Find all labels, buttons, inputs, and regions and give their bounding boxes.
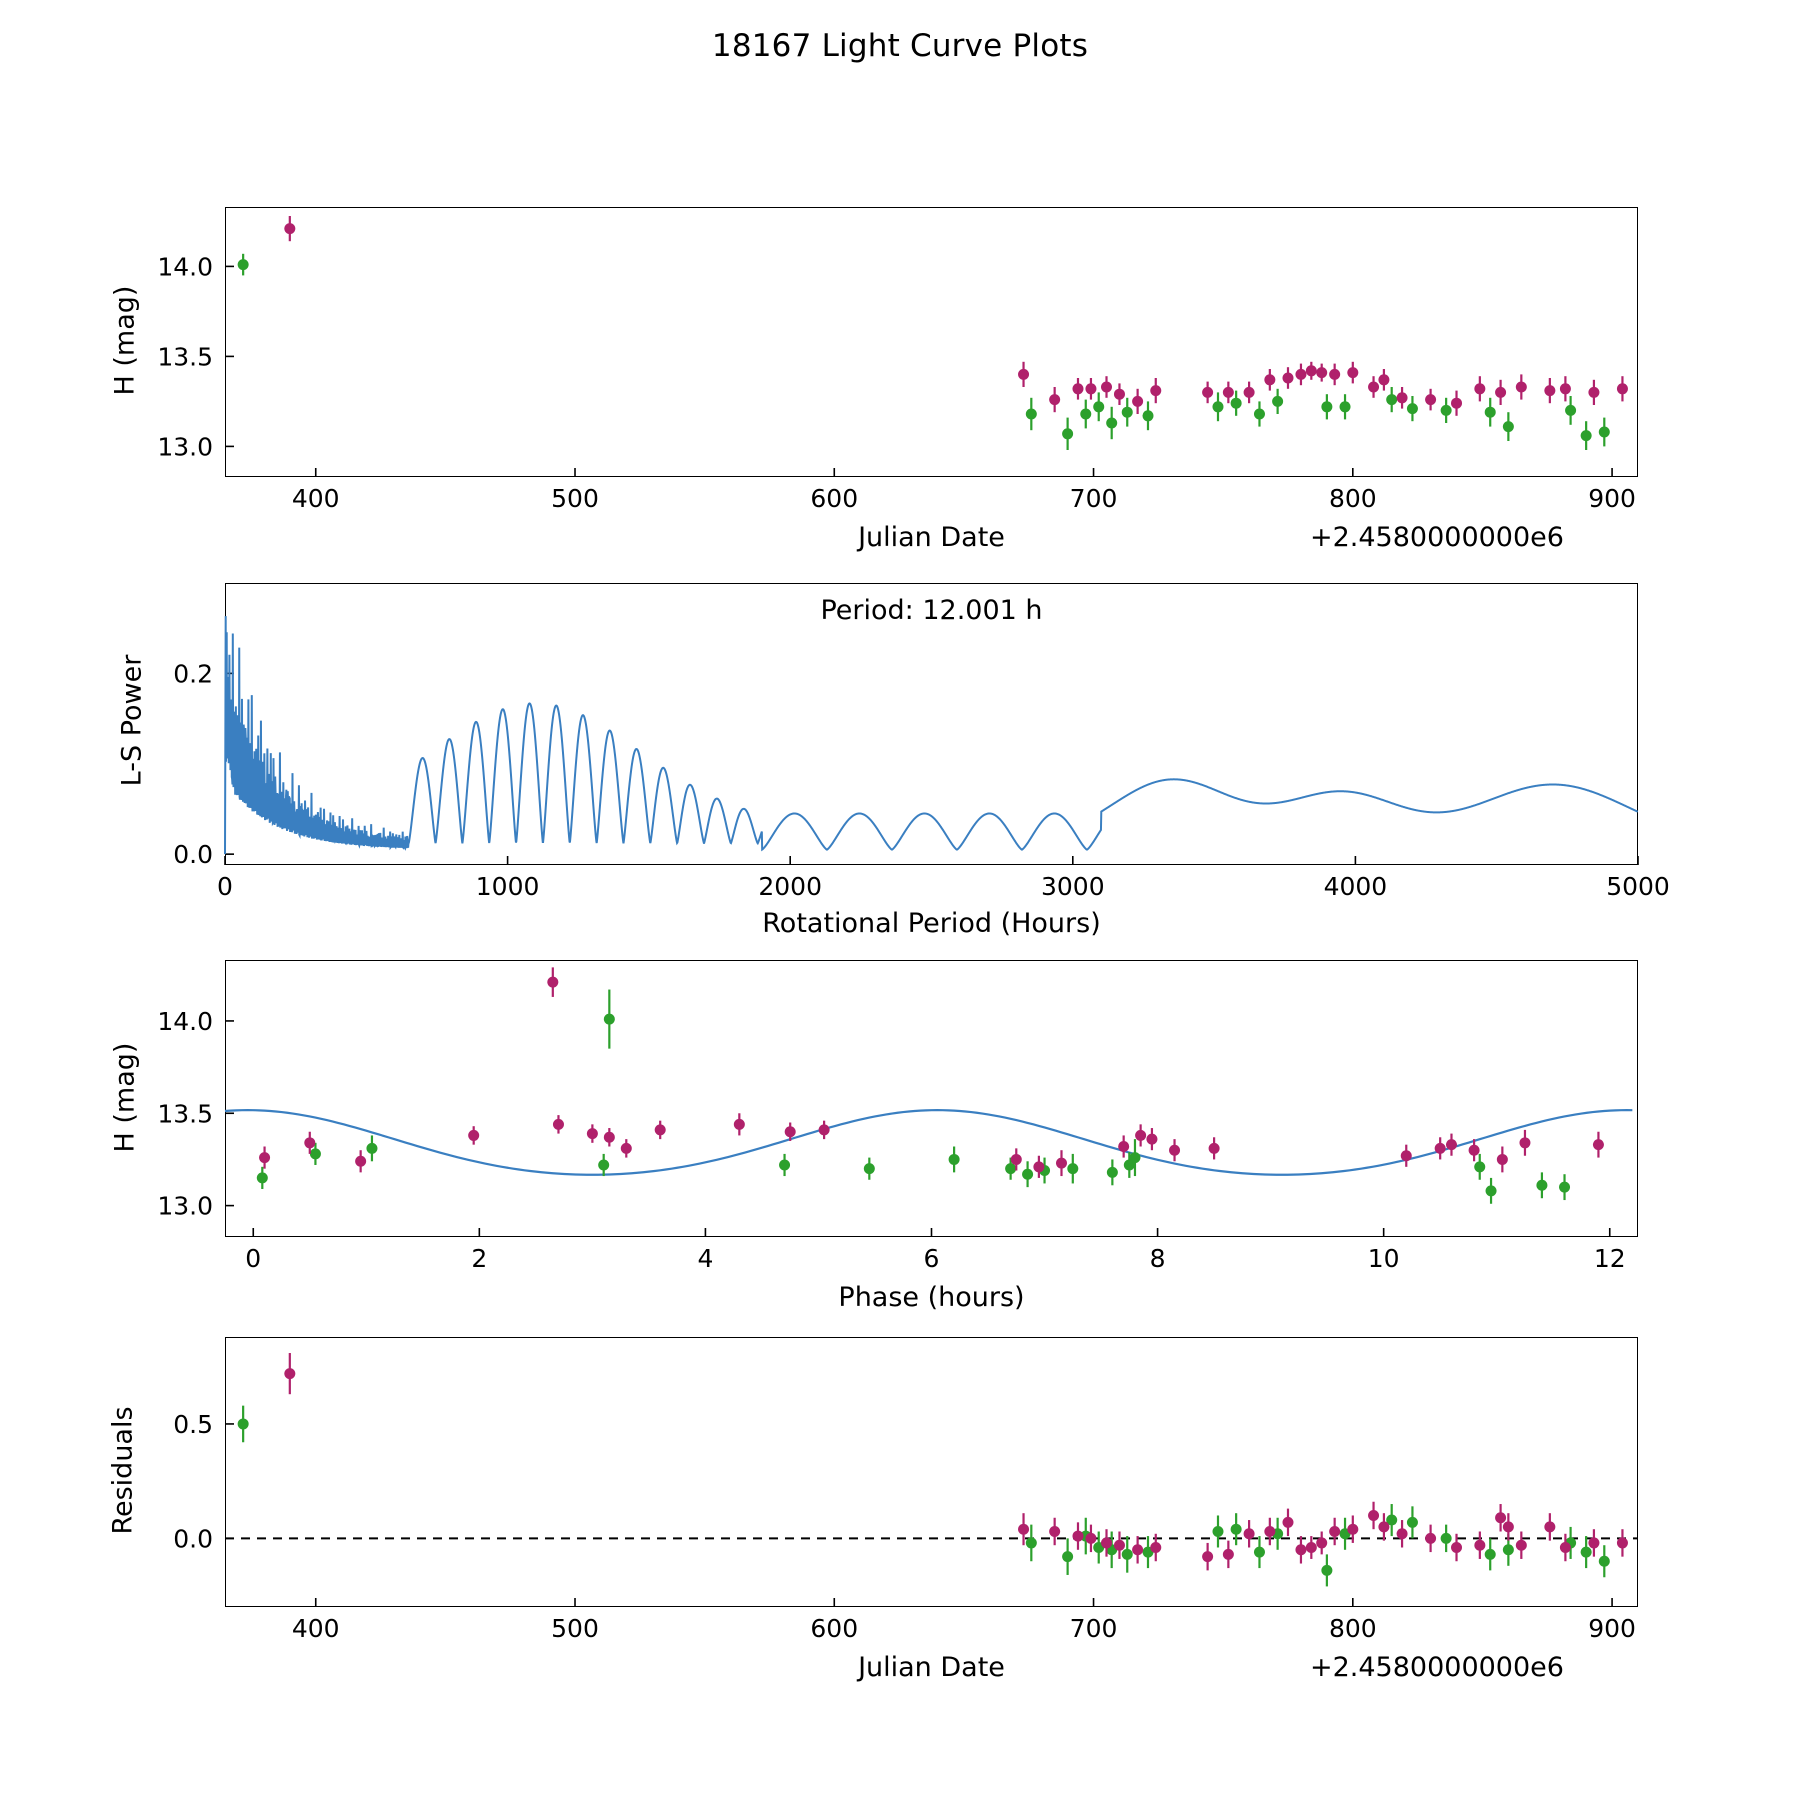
svg-text:600: 600 — [810, 484, 859, 513]
x-offset-label-residuals: +2.4580000000e6 — [1310, 1652, 1564, 1683]
svg-text:400: 400 — [291, 1614, 340, 1643]
svg-text:2000: 2000 — [758, 872, 823, 901]
svg-text:800: 800 — [1328, 484, 1377, 513]
svg-text:400: 400 — [291, 484, 340, 513]
svg-text:0.2: 0.2 — [173, 659, 213, 689]
svg-text:900: 900 — [1588, 484, 1636, 513]
svg-text:6: 6 — [923, 1244, 940, 1273]
svg-text:13.5: 13.5 — [157, 1099, 213, 1129]
svg-text:900: 900 — [1588, 1614, 1636, 1643]
svg-text:13.5: 13.5 — [157, 342, 213, 372]
svg-text:3000: 3000 — [1040, 872, 1105, 901]
figure-title: 18167 Light Curve Plots — [711, 28, 1089, 64]
svg-text:14.0: 14.0 — [157, 252, 213, 282]
svg-text:0.0: 0.0 — [173, 1524, 213, 1554]
svg-text:500: 500 — [551, 484, 599, 513]
svg-text:5000: 5000 — [1606, 872, 1670, 901]
axis-label-x-periodogram: Rotational Period (Hours) — [762, 908, 1101, 939]
svg-text:0.5: 0.5 — [173, 1409, 213, 1439]
svg-text:14.0: 14.0 — [157, 1006, 213, 1036]
svg-text:13.0: 13.0 — [157, 1191, 213, 1221]
panel-residuals — [173, 1337, 1638, 1643]
svg-text:0.0: 0.0 — [173, 840, 213, 870]
svg-text:8: 8 — [1149, 1244, 1166, 1273]
svg-text:4: 4 — [697, 1244, 714, 1273]
svg-text:700: 700 — [1069, 484, 1118, 513]
svg-text:13.0: 13.0 — [157, 432, 213, 462]
axis-label-x-phase: Phase (hours) — [838, 1282, 1025, 1313]
svg-text:2: 2 — [471, 1244, 488, 1273]
svg-text:12: 12 — [1593, 1244, 1626, 1273]
panel-light-curve-plot — [157, 207, 1638, 513]
svg-text:500: 500 — [551, 1614, 599, 1643]
panel-phase-folded-plot — [157, 960, 1638, 1273]
axis-label-y-periodogram: L-S Power — [116, 654, 148, 787]
panel-residuals-plot — [173, 1337, 1638, 1643]
axis-label-x-light-curve: Julian Date — [858, 522, 1005, 553]
svg-text:1000: 1000 — [475, 872, 540, 901]
period-annotation: Period: 12.001 h — [820, 595, 1043, 626]
svg-text:4000: 4000 — [1323, 872, 1388, 901]
axis-label-y-residuals: Residuals — [107, 1406, 139, 1535]
panel-light-curve — [157, 207, 1638, 513]
svg-text:0: 0 — [245, 1244, 262, 1273]
axis-label-y-phase: H (mag) — [109, 1042, 141, 1153]
axis-label-x-residuals: Julian Date — [858, 1652, 1005, 1683]
axis-label-y-light-curve: H (mag) — [109, 285, 141, 396]
x-offset-label-light-curve: +2.4580000000e6 — [1310, 522, 1564, 553]
svg-text:600: 600 — [810, 1614, 859, 1643]
panel-phase-folded — [157, 960, 1638, 1273]
svg-text:10: 10 — [1367, 1244, 1400, 1273]
svg-text:700: 700 — [1069, 1614, 1118, 1643]
svg-text:800: 800 — [1328, 1614, 1377, 1643]
svg-text:0: 0 — [217, 872, 233, 901]
